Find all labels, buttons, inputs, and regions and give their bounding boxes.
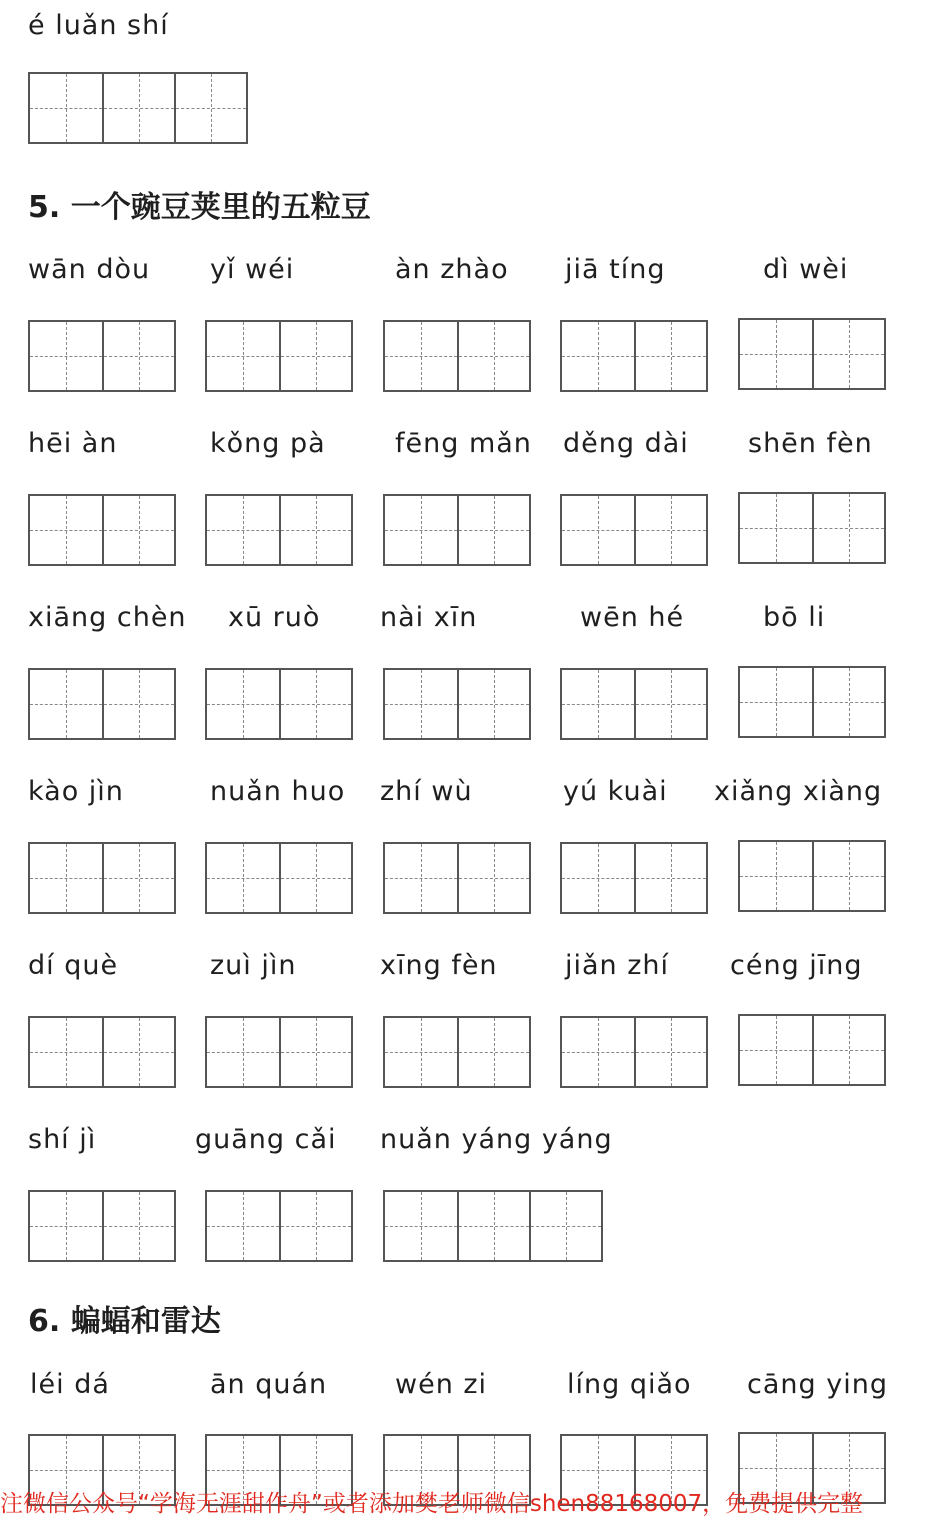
char-grid[interactable] (205, 668, 353, 740)
char-box[interactable] (279, 1018, 351, 1086)
char-box[interactable] (30, 1192, 102, 1260)
char-grid[interactable] (560, 668, 708, 740)
char-box[interactable] (457, 670, 529, 738)
char-box[interactable] (207, 670, 279, 738)
pinyin-label: fēng mǎn (395, 428, 532, 459)
char-box[interactable] (562, 1018, 634, 1086)
char-grid[interactable] (205, 842, 353, 914)
pinyin-label: jiā tíng (565, 254, 666, 285)
char-grid[interactable] (383, 1016, 531, 1088)
char-box[interactable] (562, 322, 634, 390)
char-box[interactable] (634, 1018, 706, 1086)
char-box[interactable] (562, 670, 634, 738)
pinyin-label: děng dài (563, 428, 689, 459)
char-box[interactable] (634, 322, 706, 390)
char-box[interactable] (457, 322, 529, 390)
char-box[interactable] (207, 496, 279, 564)
char-box[interactable] (740, 842, 812, 910)
pinyin-label: àn zhào (395, 254, 509, 285)
char-grid[interactable] (28, 320, 176, 392)
char-grid[interactable] (383, 320, 531, 392)
char-box[interactable] (279, 1192, 351, 1260)
char-box[interactable] (102, 670, 174, 738)
char-box[interactable] (740, 668, 812, 736)
char-box[interactable] (385, 1192, 457, 1260)
char-box[interactable] (279, 844, 351, 912)
char-grid[interactable] (738, 666, 886, 738)
char-box[interactable] (385, 844, 457, 912)
char-grid[interactable] (738, 1014, 886, 1086)
char-box[interactable] (385, 496, 457, 564)
char-box[interactable] (529, 1192, 601, 1260)
char-box[interactable] (457, 844, 529, 912)
char-grid[interactable] (383, 1190, 603, 1262)
section-5-title: 5. 一个豌豆荚里的五粒豆 (28, 190, 371, 225)
top-item-pinyin: é luǎn shí (28, 10, 169, 41)
char-box[interactable] (174, 74, 246, 142)
char-box[interactable] (457, 1192, 529, 1260)
pinyin-label: líng qiǎo (567, 1369, 692, 1400)
pinyin-label: guāng cǎi (195, 1124, 337, 1155)
char-box[interactable] (102, 496, 174, 564)
pinyin-label: nuǎn huo (210, 776, 346, 807)
char-box[interactable] (102, 74, 174, 142)
pinyin-label: shēn fèn (748, 428, 873, 459)
pinyin-label: léi dá (30, 1369, 110, 1400)
char-grid[interactable] (560, 1016, 708, 1088)
char-box[interactable] (30, 74, 102, 142)
char-box[interactable] (562, 496, 634, 564)
char-grid[interactable] (560, 320, 708, 392)
char-box[interactable] (102, 1018, 174, 1086)
char-box[interactable] (385, 322, 457, 390)
pinyin-label: yǐ wéi (210, 254, 295, 285)
pinyin-label: kǒng pà (210, 428, 326, 459)
char-box[interactable] (740, 320, 812, 388)
char-box[interactable] (207, 322, 279, 390)
pinyin-label: xīng fèn (380, 950, 498, 981)
char-grid[interactable] (738, 840, 886, 912)
char-grid[interactable] (560, 494, 708, 566)
char-box[interactable] (30, 844, 102, 912)
char-box[interactable] (634, 844, 706, 912)
char-grid[interactable] (28, 842, 176, 914)
char-box[interactable] (812, 668, 884, 736)
pinyin-label: wén zi (395, 1369, 488, 1400)
char-grid[interactable] (205, 320, 353, 392)
char-grid[interactable] (383, 668, 531, 740)
char-box[interactable] (279, 322, 351, 390)
char-box[interactable] (30, 1018, 102, 1086)
char-box[interactable] (30, 322, 102, 390)
pinyin-label: ān quán (210, 1369, 328, 1400)
char-grid[interactable] (560, 842, 708, 914)
char-grid[interactable] (205, 494, 353, 566)
pinyin-label: jiǎn zhí (565, 950, 670, 981)
char-box[interactable] (812, 1016, 884, 1084)
char-box[interactable] (457, 496, 529, 564)
char-box[interactable] (30, 496, 102, 564)
pinyin-label: kào jìn (28, 776, 124, 807)
char-grid[interactable] (738, 492, 886, 564)
section-6-title: 6. 蝙蝠和雷达 (28, 1304, 221, 1339)
char-box[interactable] (30, 670, 102, 738)
char-box[interactable] (634, 670, 706, 738)
pinyin-label: zuì jìn (210, 950, 297, 981)
char-box[interactable] (562, 844, 634, 912)
pinyin-label: céng jīng (730, 950, 863, 981)
char-box[interactable] (634, 496, 706, 564)
pinyin-label: shí jì (28, 1124, 97, 1155)
char-box[interactable] (279, 670, 351, 738)
pinyin-label: nài xīn (380, 602, 478, 633)
char-grid[interactable] (205, 1016, 353, 1088)
char-box[interactable] (385, 1018, 457, 1086)
char-box[interactable] (279, 496, 351, 564)
char-grid[interactable] (205, 1190, 353, 1262)
pinyin-label: xū ruò (228, 602, 321, 633)
pinyin-label: hēi àn (28, 428, 118, 459)
char-box[interactable] (207, 1192, 279, 1260)
footer-promo-text: 注微信公众号“学海无涯甜作舟”或者添加樊老师微信shen88168007，免费提供完整 (0, 1491, 864, 1517)
char-grid[interactable] (383, 842, 531, 914)
char-box[interactable] (812, 494, 884, 562)
char-box[interactable] (740, 1016, 812, 1084)
pinyin-label: nuǎn yáng yáng (380, 1124, 613, 1155)
char-grid[interactable] (738, 318, 886, 390)
pinyin-label: bō li (763, 602, 826, 633)
char-grid[interactable] (28, 494, 176, 566)
char-grid[interactable] (28, 1016, 176, 1088)
char-box[interactable] (102, 844, 174, 912)
pinyin-label: dí què (28, 950, 119, 981)
pinyin-label: xiǎng xiàng (714, 776, 883, 807)
pinyin-label: yú kuài (563, 776, 668, 807)
char-box[interactable] (740, 494, 812, 562)
char-box[interactable] (207, 844, 279, 912)
char-grid[interactable] (28, 668, 176, 740)
pinyin-label: dì wèi (763, 254, 849, 285)
char-grid[interactable] (28, 1190, 176, 1262)
char-box[interactable] (102, 322, 174, 390)
char-box[interactable] (812, 320, 884, 388)
pinyin-label: cāng ying (747, 1369, 888, 1400)
pinyin-label: wēn hé (580, 602, 685, 633)
char-box[interactable] (207, 1018, 279, 1086)
char-box[interactable] (102, 1192, 174, 1260)
char-box[interactable] (457, 1018, 529, 1086)
pinyin-label: wān dòu (28, 254, 151, 285)
pinyin-label: xiāng chèn (28, 602, 187, 633)
char-box[interactable] (812, 842, 884, 910)
char-grid[interactable] (383, 494, 531, 566)
pinyin-label: zhí wù (380, 776, 473, 807)
top-item-grid[interactable] (28, 72, 248, 144)
char-box[interactable] (385, 670, 457, 738)
